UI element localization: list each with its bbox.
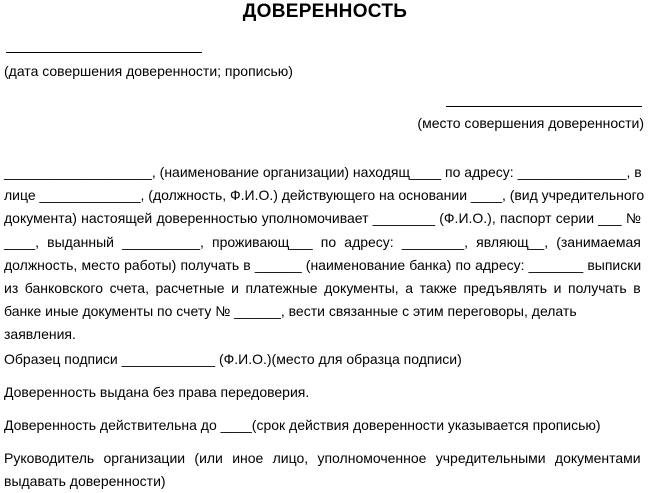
paragraph-line: заявления. [4,326,76,343]
paragraph-line: из банковского счета, расчетные и платежные документы, а также предъявлять и получать в [4,280,641,297]
head-signature-paragraph [4,447,641,493]
place-caption: (место совершения доверенности) [417,115,644,131]
paragraph-line: ____, выданный __________, проживающ___ по адресу: ________, являющ__, (занимаемая [4,233,641,250]
document-title: ДОВЕРЕННОСТЬ [242,1,408,22]
place-blank-line [446,106,642,107]
paragraph-line: выдавать доверенности) [4,473,166,490]
paragraph-line: документа) настоящей доверенностью уполномочивает ________ (Ф.И.О.), паспорт серии ___ № [4,210,641,227]
paragraph-line: лице _____________, (должность, Ф.И.О.) действующего на основании ____, (вид учредительного [4,187,645,204]
paragraph-line: должность, место работы) получать в ______ (наименование банка) по адресу: _______ выписки [4,256,642,273]
date-blank-line [6,52,202,53]
authorization-paragraph [4,161,645,347]
paragraph-line: ___________________, (наименование организации) находящ____ по адресу: ______________, в [4,164,642,180]
paragraph-line: банке иные документы по счету № ______, вести связанные с этим переговоры, делать [4,303,577,320]
date-caption: (дата совершения доверенности; прописью) [4,63,293,79]
paragraph-line: Руководитель организации (или иное лицо, уполномоченное учредительными документами [4,450,641,466]
no-delegation-note: Доверенность выдана без права передоверия. [4,384,310,400]
signature-sample-line: Образец подписи ____________ (Ф.И.О.)(место для образца подписи) [4,351,462,367]
validity-line: Доверенность действительна до ____(срок действия доверенности указывается прописью) [4,417,601,433]
